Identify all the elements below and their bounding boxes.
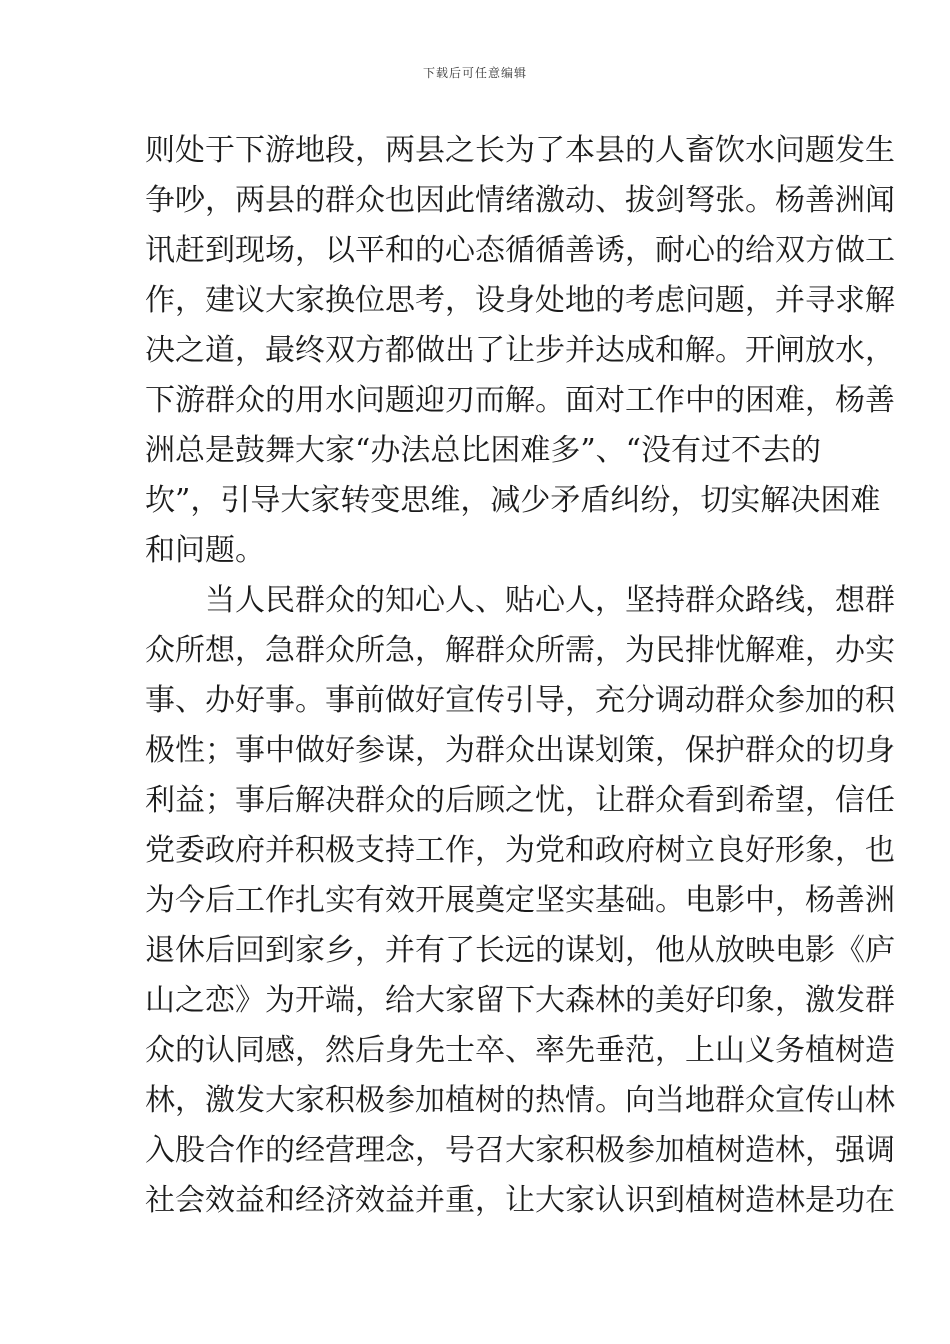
text-line: 利益；事后解决群众的后顾之忧，让群众看到希望，信任 [145, 783, 895, 818]
document-body [145, 126, 895, 1226]
text-line: 极性；事中做好参谋，为群众出谋划策，保护群众的切身 [145, 733, 895, 768]
text-line: 坎”，引导大家转变思维，减少矛盾纠纷，切实解决困难 [145, 483, 881, 518]
text-line: 众的认同感，然后身先士卒、率先垂范，上山义务植树造 [145, 1033, 895, 1068]
text-line: 作，建议大家换位思考，设身处地的考虑问题，并寻求解 [145, 283, 895, 318]
text-line: 和问题。 [145, 533, 265, 568]
text-line: 为今后工作扎实有效开展奠定坚实基础。电影中，杨善洲 [145, 883, 895, 918]
text-line: 决之道，最终双方都做出了让步并达成和解。开闸放水， [145, 333, 895, 368]
text-line: 山之恋》为开端，给大家留下大森林的美好印象，激发群 [145, 983, 895, 1018]
text-line: 讯赶到现场，以平和的心态循循善诱，耐心的给双方做工 [145, 233, 895, 268]
text-line: 争吵，两县的群众也因此情绪激动、拔剑弩张。杨善洲闻 [145, 183, 895, 218]
text-line: 则处于下游地段，两县之长为了本县的人畜饮水问题发生 [145, 133, 895, 168]
text-line: 入股合作的经营理念，号召大家积极参加植树造林，强调 [145, 1133, 895, 1168]
text-line: 党委政府并积极支持工作，为党和政府树立良好形象，也 [145, 833, 895, 868]
text-line: 林，激发大家积极参加植树的热情。向当地群众宣传山林 [145, 1083, 895, 1118]
text-line: 众所想，急群众所急，解群众所需，为民排忧解难，办实 [145, 633, 895, 668]
text-line: 事、办好事。事前做好宣传引导，充分调动群众参加的积 [145, 683, 895, 718]
page-header: 下载后可任意编辑 [422, 66, 527, 80]
text-line: 退休后回到家乡，并有了长远的谋划，他从放映电影《庐 [145, 933, 895, 968]
text-line: 洲总是鼓舞大家“办法总比困难多”、“没有过不去的 [145, 433, 822, 468]
text-line: 当人民群众的知心人、贴心人，坚持群众路线，想群 [145, 583, 895, 618]
text-line: 社会效益和经济效益并重，让大家认识到植树造林是功在 [145, 1183, 895, 1218]
text-line: 下游群众的用水问题迎刃而解。面对工作中的困难，杨善 [145, 383, 895, 418]
